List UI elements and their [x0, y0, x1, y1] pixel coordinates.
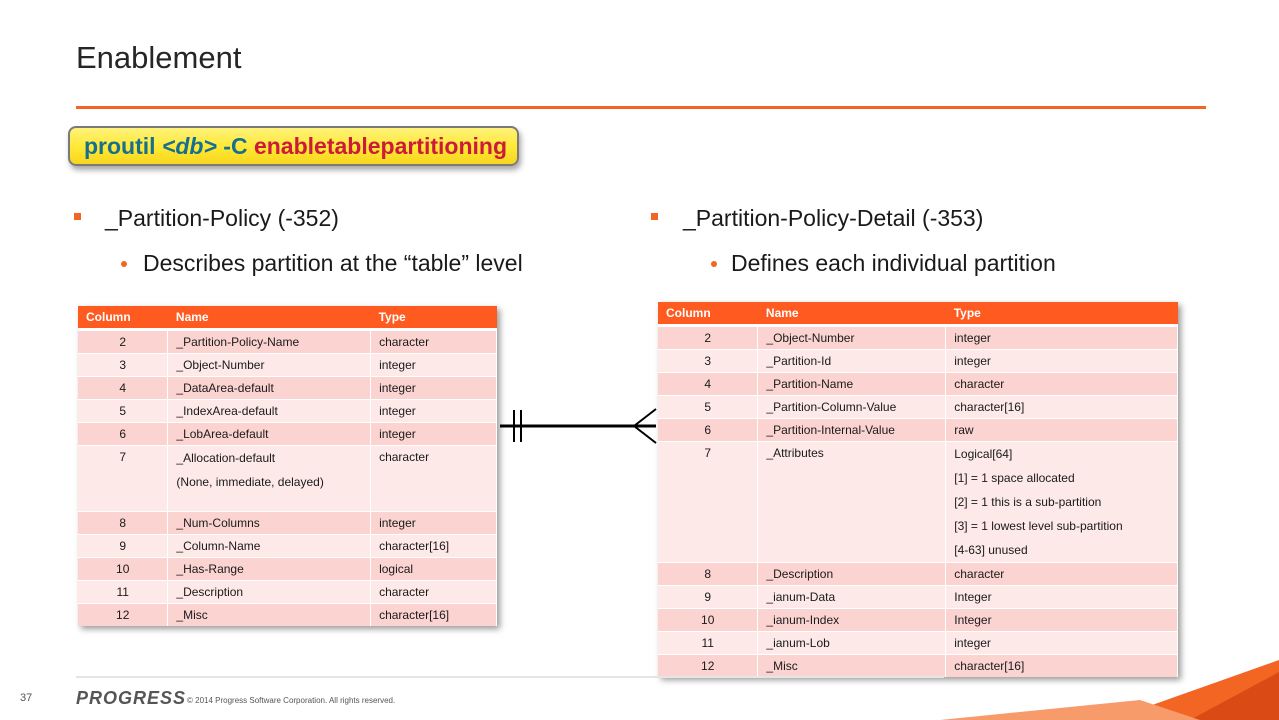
cell-type: character[16]: [371, 535, 497, 558]
table-row: [658, 326, 1178, 350]
cell-column: 5: [78, 400, 168, 423]
cell-type: character: [371, 581, 497, 604]
cell-name-note: (None, immediate, delayed): [176, 475, 324, 489]
cell-name: _ianum-Data: [758, 586, 946, 609]
right-bullet: _Partition-Policy-Detail (-353): [683, 205, 984, 231]
cell-name: _Misc: [168, 604, 371, 627]
cell-column: 8: [658, 563, 758, 586]
title-underline: [76, 106, 1206, 109]
cell-column: 4: [78, 377, 168, 400]
cell-name: _Description: [758, 563, 946, 586]
one-to-many-connector-icon: [500, 405, 660, 447]
command-flag: -C: [216, 133, 254, 159]
table-row: [78, 330, 497, 354]
header-type: Type: [371, 306, 497, 330]
cell-name-text: _Allocation-default: [176, 451, 276, 465]
cell-column: 7: [78, 446, 168, 512]
table-row: [78, 354, 497, 377]
table-row: [658, 419, 1178, 442]
cell-type: logical: [371, 558, 497, 581]
table-row: [78, 446, 497, 512]
right-sub-bullet: Defines each individual partition: [731, 250, 1056, 276]
cell-name: _Partition-Id: [758, 350, 946, 373]
cell-type: character: [946, 373, 1178, 396]
cell-type: Integer: [946, 609, 1178, 632]
cell-column: 9: [78, 535, 168, 558]
header-name: Name: [758, 302, 946, 326]
table-row: [78, 400, 497, 423]
table-row: [78, 512, 497, 535]
bullet-dot-icon: [121, 261, 127, 267]
table-row: [658, 609, 1178, 632]
cell-column: 11: [78, 581, 168, 604]
table-row: [78, 535, 497, 558]
cell-column: 12: [78, 604, 168, 627]
connector-crow-foot: [634, 409, 656, 426]
cell-column: 5: [658, 396, 758, 419]
command-qualifier: enabletablepartitioning: [253, 133, 507, 159]
copyright-text: © 2014 Progress Software Corporation. All rights reserved.: [187, 696, 396, 705]
cell-name: [168, 446, 371, 512]
cell-name: _Attributes: [758, 442, 946, 563]
cell-type: Integer: [946, 586, 1178, 609]
attribute-detail: [4-63] unused: [954, 543, 1028, 557]
cell-column: 7: [658, 442, 758, 563]
attribute-detail: [1] = 1 space allocated: [954, 471, 1075, 485]
cell-type: integer: [371, 423, 497, 446]
bullet-square-icon: [74, 213, 81, 220]
header-type: Type: [946, 302, 1178, 326]
header-name: Name: [168, 306, 371, 330]
command-tool: proutil: [84, 133, 162, 159]
cell-type: integer: [371, 377, 497, 400]
table-header-row: [658, 302, 1178, 326]
cell-column: 3: [78, 354, 168, 377]
cell-type: integer: [371, 354, 497, 377]
cell-name: _IndexArea-default: [168, 400, 371, 423]
cell-type: character[16]: [371, 604, 497, 627]
table-header-row: [78, 306, 497, 330]
table-row: [658, 373, 1178, 396]
table-row: [658, 442, 1178, 563]
bullet-square-icon: [651, 213, 658, 220]
cell-name: _Partition-Column-Value: [758, 396, 946, 419]
cell-name: _Column-Name: [168, 535, 371, 558]
cell-name: _Partition-Policy-Name: [168, 330, 371, 354]
cell-name: _Partition-Internal-Value: [758, 419, 946, 442]
cell-name: _Misc: [758, 655, 946, 678]
cell-column: 8: [78, 512, 168, 535]
cell-type: character: [946, 563, 1178, 586]
cell-column: 6: [658, 419, 758, 442]
command-db-placeholder: <db>: [161, 133, 217, 159]
cell-column: 3: [658, 350, 758, 373]
cell-column: 4: [658, 373, 758, 396]
cell-name: _LobArea-default: [168, 423, 371, 446]
command-callout: [68, 126, 519, 166]
progress-logo: PROGRESS: [76, 688, 187, 708]
cell-type: raw: [946, 419, 1178, 442]
cell-type: character[16]: [946, 655, 1178, 678]
cell-name: _Num-Columns: [168, 512, 371, 535]
table-row: [658, 563, 1178, 586]
cell-name: _Object-Number: [168, 354, 371, 377]
footer-divider: [76, 676, 944, 678]
attribute-detail: [2] = 1 this is a sub-partition: [954, 495, 1102, 509]
cell-name: _ianum-Index: [758, 609, 946, 632]
cell-column: 2: [78, 330, 168, 354]
table-row: [78, 377, 497, 400]
cell-type: integer: [946, 326, 1178, 350]
table-row: [658, 396, 1178, 419]
cell-type: integer: [946, 632, 1178, 655]
partition-policy-table: [78, 306, 497, 626]
cell-type: [946, 442, 1178, 563]
cell-type: integer: [371, 400, 497, 423]
cell-name: _Partition-Name: [758, 373, 946, 396]
connector-crow-foot: [634, 426, 656, 443]
cell-name: _Object-Number: [758, 326, 946, 350]
cell-name: _ianum-Lob: [758, 632, 946, 655]
cell-column: 2: [658, 326, 758, 350]
cell-column: 11: [658, 632, 758, 655]
table-row: [78, 604, 497, 627]
table-row: [78, 581, 497, 604]
header-column: Column: [658, 302, 758, 326]
attribute-detail: [3] = 1 lowest level sub-partition: [954, 519, 1123, 533]
left-bullet: _Partition-Policy (-352): [105, 205, 339, 231]
cell-column: 9: [658, 586, 758, 609]
table-row: [658, 586, 1178, 609]
cell-name: _Has-Range: [168, 558, 371, 581]
cell-column: 12: [658, 655, 758, 678]
cell-name: _Description: [168, 581, 371, 604]
cell-column: 10: [78, 558, 168, 581]
cell-type: character: [371, 446, 497, 512]
cell-type: integer: [371, 512, 497, 535]
cell-type: character[16]: [946, 396, 1178, 419]
left-sub-bullet: Describes partition at the “table” level: [143, 250, 523, 276]
cell-name: _DataArea-default: [168, 377, 371, 400]
table-row: [658, 350, 1178, 373]
header-column: Column: [78, 306, 168, 330]
cell-type-text: Logical[64]: [954, 447, 1013, 461]
decorative-corner-shapes: [940, 650, 1279, 720]
bullet-dot-icon: [711, 261, 717, 267]
page-number: 37: [20, 692, 33, 704]
table-row: [78, 558, 497, 581]
cell-column: 10: [658, 609, 758, 632]
cell-type: character: [371, 330, 497, 354]
cell-type: integer: [946, 350, 1178, 373]
cell-column: 6: [78, 423, 168, 446]
partition-policy-detail-table: [658, 302, 1178, 677]
table-row: [78, 423, 497, 446]
slide-title: Enablement: [76, 40, 242, 75]
